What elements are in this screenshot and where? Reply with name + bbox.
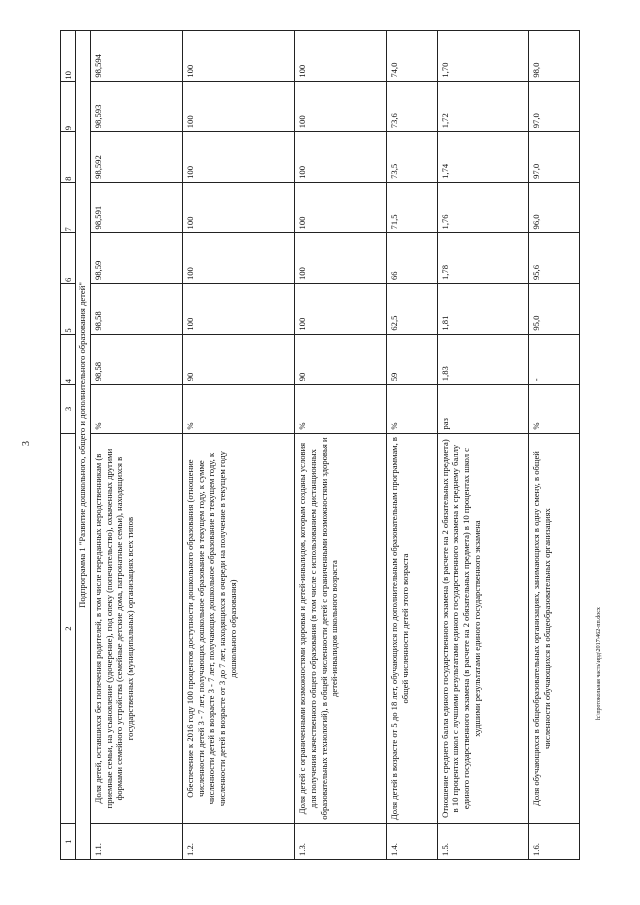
value-col-9: 98,593 (91, 81, 183, 132)
value-col-5: 100 (295, 284, 387, 335)
value-col-9: 73,6 (386, 81, 437, 132)
indicators-table (60, 30, 580, 860)
value-col-10: 1,70 (437, 31, 529, 82)
value-col-5: 1,81 (437, 284, 529, 335)
row-number: 1.2. (182, 824, 294, 860)
value-col-7: 71,5 (386, 182, 437, 233)
value-col-8: 100 (295, 132, 387, 183)
table-row (529, 31, 580, 860)
unit: % (91, 385, 183, 433)
subprogram-row (76, 31, 91, 860)
value-col-6: 66 (386, 233, 437, 284)
value-col-9: 100 (295, 81, 387, 132)
value-col-8: 100 (182, 132, 294, 183)
col-header-8: 8 (61, 132, 76, 183)
value-col-6: 95,6 (529, 233, 580, 284)
value-col-9: 97,0 (529, 81, 580, 132)
row-number: 1.1. (91, 824, 183, 860)
value-col-5: 95,0 (529, 284, 580, 335)
col-header-1: 1 (61, 824, 76, 860)
column-number-row (61, 31, 76, 860)
indicator-name: Доля детей, оставшихся без попечения родителей, в том числе переданных неродственникам (в приемные семьи, на усыновление (удочерение), под опеку (попечительство), охваченных другими формами семейного устройства (семейные детские дома, патронатные семьи), находящихся в государственных (муниципальных) организациях всех типов (91, 433, 183, 824)
row-number: 1.5. (437, 824, 529, 860)
value-col-5: 100 (182, 284, 294, 335)
value-col-6: 1,78 (437, 233, 529, 284)
unit: раз (437, 385, 529, 433)
col-header-10: 10 (61, 31, 76, 82)
row-number: 1.6. (529, 824, 580, 860)
value-col-9: 100 (182, 81, 294, 132)
value-col-8: 73,5 (386, 132, 437, 183)
rotated-table-wrapper (60, 30, 580, 860)
indicator-name: Доля обучающихся в общеобразовательных организациях, занимающихся в одну смену, в общей численности обучающихся в общеобразовательных организациях (529, 433, 580, 824)
col-header-9: 9 (61, 81, 76, 132)
value-col-7: 1,76 (437, 182, 529, 233)
indicator-name: Отношение среднего балла единого государственного экзамена (в расчете на 2 обязательных предмета) в 10 процентах школ с лучшими результатами единого государственного экзамена к среднему баллу единого государственного экзамена (в расчете на 2 обязательных предмета) в 10 процентах школ с худшими результатами единого государственного экзамена (437, 433, 529, 824)
col-header-7: 7 (61, 182, 76, 233)
value-col-5: 98,58 (91, 284, 183, 335)
page-number: 3 (21, 441, 32, 446)
value-col-8: 1,74 (437, 132, 529, 183)
unit: % (386, 385, 437, 433)
unit: % (295, 385, 387, 433)
value-col-9: 1,72 (437, 81, 529, 132)
value-col-4: 59 (386, 334, 437, 385)
col-header-2: 2 (61, 433, 76, 824)
table-row (386, 31, 437, 860)
value-col-8: 98,592 (91, 132, 183, 183)
value-col-10: 98,0 (529, 31, 580, 82)
value-col-8: 97,0 (529, 132, 580, 183)
unit: % (529, 385, 580, 433)
col-header-5: 5 (61, 284, 76, 335)
value-col-7: 98,591 (91, 182, 183, 233)
col-header-4: 4 (61, 334, 76, 385)
value-col-4: 1,83 (437, 334, 529, 385)
value-col-6: 100 (182, 233, 294, 284)
value-col-10: 100 (295, 31, 387, 82)
table-row (91, 31, 183, 860)
indicator-name: Доля детей в возрасте от 5 до 18 лет, обучающихся по дополнительным образовательным программам, в общей численности детей этого возраста (386, 433, 437, 824)
col-header-6: 6 (61, 233, 76, 284)
col-header-3: 3 (61, 385, 76, 433)
value-col-4: 98,58 (91, 334, 183, 385)
row-number: 1.3. (295, 824, 387, 860)
indicator-name: Обеспечение к 2016 году 100 процентов доступности дошкольного образования (отношение численности детей 3 - 7 лет, получающих дошкольное образование в текущем году, к сумме численности детей в возрасте 3 - 7 лет, получающих дошкольное образование в текущем году, к численности детей в возрасте от 3 до 7 лет, находящихся в очереди на получение в текущем году дошкольного образования) (182, 433, 294, 824)
value-col-7: 96,0 (529, 182, 580, 233)
value-col-6: 98,59 (91, 233, 183, 284)
value-col-6: 100 (295, 233, 387, 284)
value-col-4: - (529, 334, 580, 385)
table-row (437, 31, 529, 860)
table-row (295, 31, 387, 860)
value-col-7: 100 (182, 182, 294, 233)
value-col-4: 90 (182, 334, 294, 385)
subprogram-title: Подпрограмма 1 "Развитие дошкольного, общего и дополнительного образования детей" (76, 31, 91, 860)
value-col-5: 62,5 (386, 284, 437, 335)
value-col-10: 100 (182, 31, 294, 82)
table-row (182, 31, 294, 860)
indicator-name: Доля детей с ограниченными возможностями здоровья и детей-инвалидов, которым созданы условия для получения качественного общего образования (в том числе с использованием дистанционных образовательных технологий), в общей численности детей с ограниченными возможностями здоровья и детей-инвалидов школьного возраста (295, 433, 387, 824)
value-col-4: 90 (295, 334, 387, 385)
value-col-10: 98,594 (91, 31, 183, 82)
value-col-7: 100 (295, 182, 387, 233)
footer-file-path: h:\протокольная часть\ирд\2017\462-пп.docx (596, 607, 602, 720)
row-number: 1.4. (386, 824, 437, 860)
unit: % (182, 385, 294, 433)
value-col-10: 74,0 (386, 31, 437, 82)
